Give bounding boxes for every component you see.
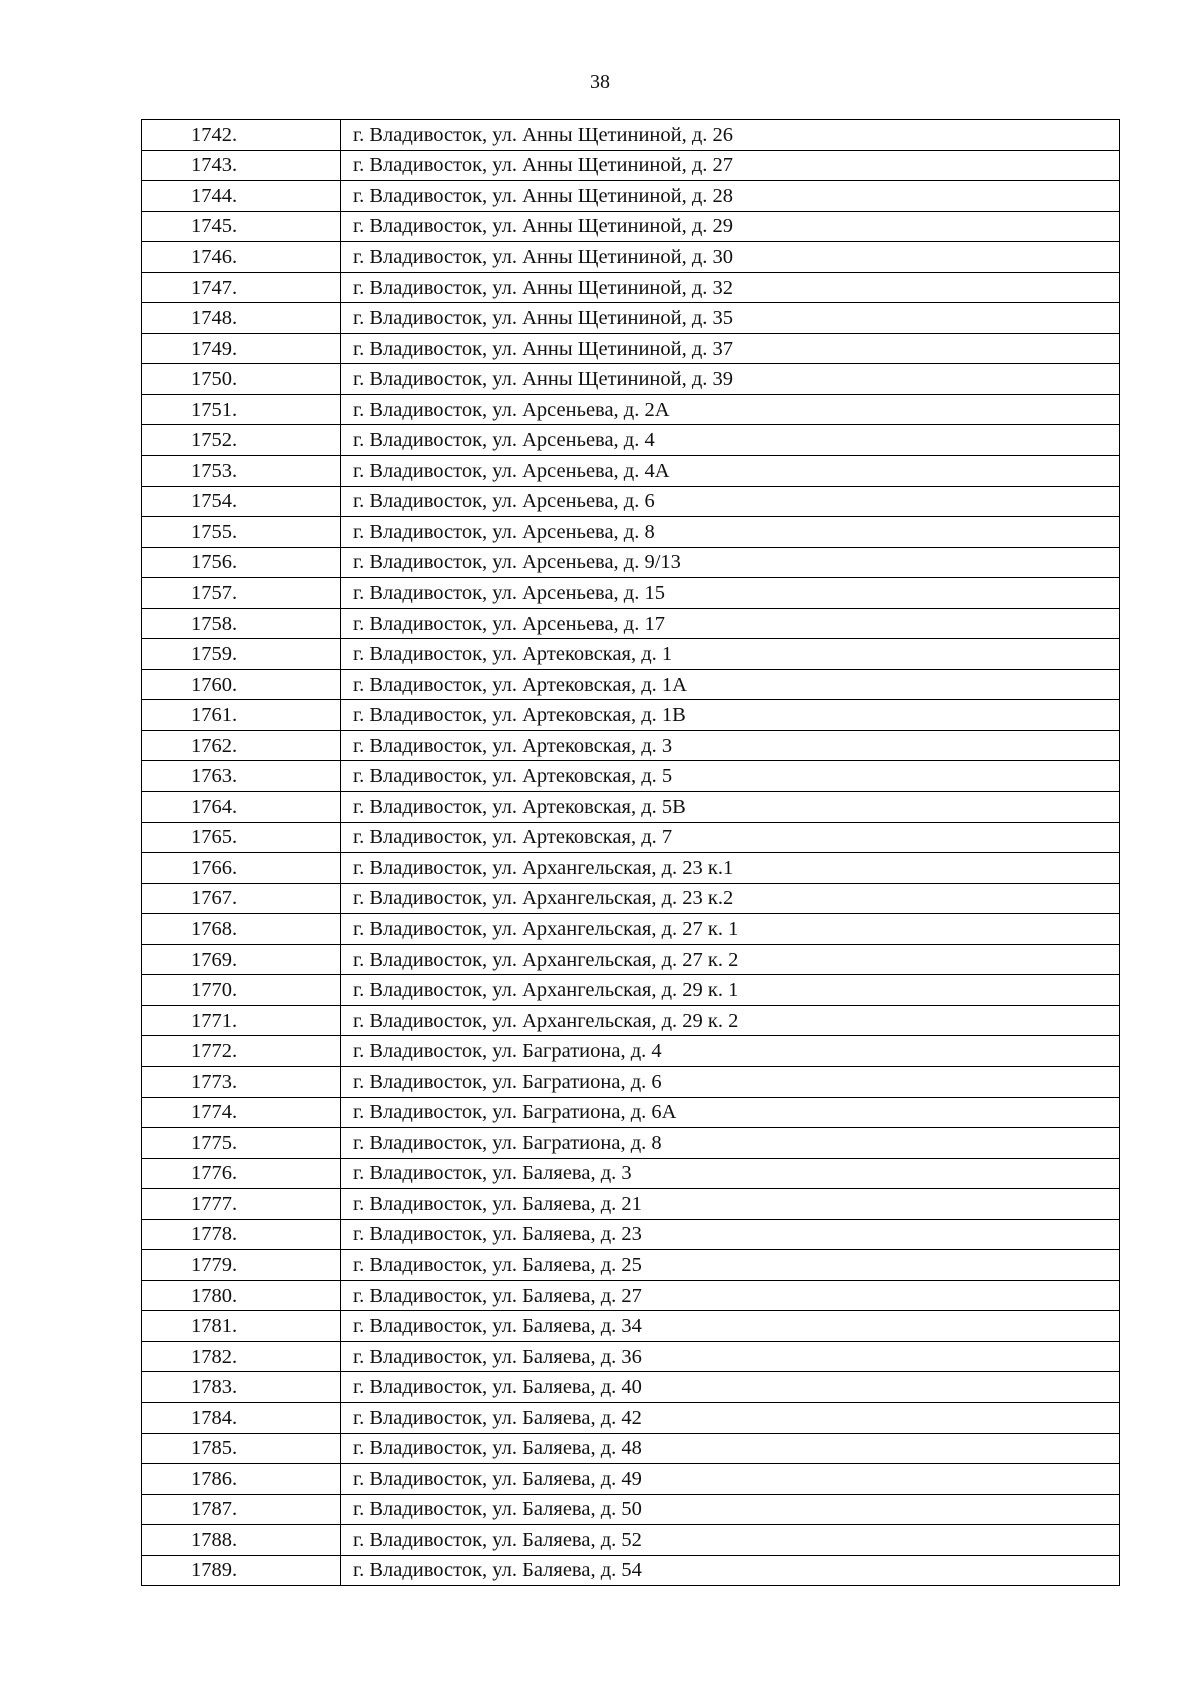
address-cell: г. Владивосток, ул. Баляева, д. 21 xyxy=(341,1189,1120,1220)
address-cell: г. Владивосток, ул. Анны Щетининой, д. 30 xyxy=(341,242,1120,273)
row-number-cell: 1766. xyxy=(142,853,341,884)
row-number-cell: 1773. xyxy=(142,1066,341,1097)
address-cell: г. Владивосток, ул. Баляева, д. 23 xyxy=(341,1219,1120,1250)
address-cell: г. Владивосток, ул. Артековская, д. 5В xyxy=(341,792,1120,823)
table-row xyxy=(142,792,1120,823)
address-cell: г. Владивосток, ул. Артековская, д. 7 xyxy=(341,822,1120,853)
table-row xyxy=(142,1066,1120,1097)
address-cell: г. Владивосток, ул. Арсеньева, д. 2А xyxy=(341,394,1120,425)
row-number-cell: 1764. xyxy=(142,792,341,823)
page-number: 38 xyxy=(590,71,610,93)
address-cell: г. Владивосток, ул. Анны Щетининой, д. 37 xyxy=(341,333,1120,364)
row-number-cell: 1778. xyxy=(142,1219,341,1250)
address-cell: г. Владивосток, ул. Анны Щетининой, д. 32 xyxy=(341,272,1120,303)
address-cell: г. Владивосток, ул. Арсеньева, д. 4 xyxy=(341,425,1120,456)
table-row xyxy=(142,1036,1120,1067)
address-cell: г. Владивосток, ул. Архангельская, д. 29 к. 2 xyxy=(341,1005,1120,1036)
table-row xyxy=(142,333,1120,364)
table-row xyxy=(142,1250,1120,1281)
address-cell: г. Владивосток, ул. Арсеньева, д. 6 xyxy=(341,486,1120,517)
row-number-cell: 1786. xyxy=(142,1464,341,1495)
address-cell: г. Владивосток, ул. Артековская, д. 3 xyxy=(341,730,1120,761)
address-cell: г. Владивосток, ул. Арсеньева, д. 9/13 xyxy=(341,547,1120,578)
row-number-cell: 1756. xyxy=(142,547,341,578)
address-cell: г. Владивосток, ул. Арсеньева, д. 4А xyxy=(341,456,1120,487)
address-cell: г. Владивосток, ул. Архангельская, д. 23 к.2 xyxy=(341,883,1120,914)
table-row xyxy=(142,822,1120,853)
table-row xyxy=(142,761,1120,792)
address-cell: г. Владивосток, ул. Анны Щетининой, д. 35 xyxy=(341,303,1120,334)
address-cell: г. Владивосток, ул. Архангельская, д. 27 к. 1 xyxy=(341,914,1120,945)
table-row xyxy=(142,1280,1120,1311)
row-number-cell: 1761. xyxy=(142,700,341,731)
row-number-cell: 1754. xyxy=(142,486,341,517)
row-number-cell: 1784. xyxy=(142,1402,341,1433)
row-number-cell: 1760. xyxy=(142,669,341,700)
address-cell: г. Владивосток, ул. Багратиона, д. 6А xyxy=(341,1097,1120,1128)
address-cell: г. Владивосток, ул. Арсеньева, д. 8 xyxy=(341,517,1120,548)
address-cell: г. Владивосток, ул. Баляева, д. 48 xyxy=(341,1433,1120,1464)
address-cell: г. Владивосток, ул. Багратиона, д. 4 xyxy=(341,1036,1120,1067)
table-row xyxy=(142,1005,1120,1036)
address-cell: г. Владивосток, ул. Баляева, д. 49 xyxy=(341,1464,1120,1495)
table-row xyxy=(142,914,1120,945)
table-row xyxy=(142,853,1120,884)
row-number-cell: 1775. xyxy=(142,1128,341,1159)
row-number-cell: 1787. xyxy=(142,1494,341,1525)
address-cell: г. Владивосток, ул. Артековская, д. 1В xyxy=(341,700,1120,731)
row-number-cell: 1767. xyxy=(142,883,341,914)
row-number-cell: 1780. xyxy=(142,1280,341,1311)
address-cell: г. Владивосток, ул. Арсеньева, д. 15 xyxy=(341,578,1120,609)
row-number-cell: 1768. xyxy=(142,914,341,945)
table-row xyxy=(142,1494,1120,1525)
address-cell: г. Владивосток, ул. Анны Щетининой, д. 39 xyxy=(341,364,1120,395)
table-row xyxy=(142,700,1120,731)
address-cell: г. Владивосток, ул. Архангельская, д. 23 к.1 xyxy=(341,853,1120,884)
row-number-cell: 1746. xyxy=(142,242,341,273)
address-cell: г. Владивосток, ул. Баляева, д. 25 xyxy=(341,1250,1120,1281)
row-number-cell: 1759. xyxy=(142,639,341,670)
table-row xyxy=(142,425,1120,456)
address-table xyxy=(141,119,1120,1586)
row-number-cell: 1783. xyxy=(142,1372,341,1403)
table-row xyxy=(142,272,1120,303)
table-row xyxy=(142,1402,1120,1433)
table-row xyxy=(142,120,1120,151)
table-row xyxy=(142,364,1120,395)
row-number-cell: 1749. xyxy=(142,333,341,364)
address-cell: г. Владивосток, ул. Баляева, д. 27 xyxy=(341,1280,1120,1311)
address-cell: г. Владивосток, ул. Баляева, д. 36 xyxy=(341,1341,1120,1372)
table-row xyxy=(142,1372,1120,1403)
table-row xyxy=(142,547,1120,578)
table-row xyxy=(142,1158,1120,1189)
table-row xyxy=(142,1311,1120,1342)
address-cell: г. Владивосток, ул. Анны Щетининой, д. 27 xyxy=(341,150,1120,181)
row-number-cell: 1755. xyxy=(142,517,341,548)
row-number-cell: 1751. xyxy=(142,394,341,425)
row-number-cell: 1747. xyxy=(142,272,341,303)
row-number-cell: 1772. xyxy=(142,1036,341,1067)
address-cell: г. Владивосток, ул. Артековская, д. 1 xyxy=(341,639,1120,670)
address-cell: г. Владивосток, ул. Баляева, д. 3 xyxy=(341,1158,1120,1189)
address-cell: г. Владивосток, ул. Багратиона, д. 6 xyxy=(341,1066,1120,1097)
row-number-cell: 1743. xyxy=(142,150,341,181)
row-number-cell: 1753. xyxy=(142,456,341,487)
table-row xyxy=(142,883,1120,914)
row-number-cell: 1742. xyxy=(142,120,341,151)
address-cell: г. Владивосток, ул. Арсеньева, д. 17 xyxy=(341,608,1120,639)
table-row xyxy=(142,150,1120,181)
address-cell: г. Владивосток, ул. Баляева, д. 40 xyxy=(341,1372,1120,1403)
row-number-cell: 1769. xyxy=(142,944,341,975)
address-cell: г. Владивосток, ул. Баляева, д. 52 xyxy=(341,1525,1120,1556)
row-number-cell: 1752. xyxy=(142,425,341,456)
table-row xyxy=(142,486,1120,517)
table-row xyxy=(142,456,1120,487)
row-number-cell: 1781. xyxy=(142,1311,341,1342)
address-cell: г. Владивосток, ул. Багратиона, д. 8 xyxy=(341,1128,1120,1159)
table-row xyxy=(142,242,1120,273)
table-row xyxy=(142,211,1120,242)
table-row xyxy=(142,1525,1120,1556)
table-row xyxy=(142,303,1120,334)
table-row xyxy=(142,1341,1120,1372)
row-number-cell: 1758. xyxy=(142,608,341,639)
address-cell: г. Владивосток, ул. Архангельская, д. 29 к. 1 xyxy=(341,975,1120,1006)
row-number-cell: 1776. xyxy=(142,1158,341,1189)
row-number-cell: 1763. xyxy=(142,761,341,792)
table-row xyxy=(142,1464,1120,1495)
row-number-cell: 1777. xyxy=(142,1189,341,1220)
table-row xyxy=(142,517,1120,548)
address-cell: г. Владивосток, ул. Анны Щетининой, д. 26 xyxy=(341,120,1120,151)
row-number-cell: 1744. xyxy=(142,181,341,212)
table-row xyxy=(142,578,1120,609)
table-row xyxy=(142,181,1120,212)
table-row xyxy=(142,669,1120,700)
address-cell: г. Владивосток, ул. Баляева, д. 54 xyxy=(341,1555,1120,1586)
address-cell: г. Владивосток, ул. Анны Щетининой, д. 28 xyxy=(341,181,1120,212)
address-cell: г. Владивосток, ул. Архангельская, д. 27 к. 2 xyxy=(341,944,1120,975)
row-number-cell: 1771. xyxy=(142,1005,341,1036)
table-row xyxy=(142,1433,1120,1464)
row-number-cell: 1770. xyxy=(142,975,341,1006)
table-row xyxy=(142,1097,1120,1128)
table-row xyxy=(142,975,1120,1006)
row-number-cell: 1789. xyxy=(142,1555,341,1586)
row-number-cell: 1785. xyxy=(142,1433,341,1464)
table-row xyxy=(142,1128,1120,1159)
address-cell: г. Владивосток, ул. Анны Щетининой, д. 29 xyxy=(341,211,1120,242)
address-cell: г. Владивосток, ул. Баляева, д. 42 xyxy=(341,1402,1120,1433)
address-table-body xyxy=(142,120,1120,1586)
table-row xyxy=(142,944,1120,975)
address-cell: г. Владивосток, ул. Артековская, д. 1А xyxy=(341,669,1120,700)
row-number-cell: 1748. xyxy=(142,303,341,334)
table-row xyxy=(142,394,1120,425)
row-number-cell: 1779. xyxy=(142,1250,341,1281)
table-row xyxy=(142,1189,1120,1220)
table-row xyxy=(142,639,1120,670)
table-row xyxy=(142,730,1120,761)
row-number-cell: 1762. xyxy=(142,730,341,761)
row-number-cell: 1757. xyxy=(142,578,341,609)
table-row xyxy=(142,1219,1120,1250)
table-row xyxy=(142,608,1120,639)
table-row xyxy=(142,1555,1120,1586)
row-number-cell: 1782. xyxy=(142,1341,341,1372)
address-cell: г. Владивосток, ул. Артековская, д. 5 xyxy=(341,761,1120,792)
address-cell: г. Владивосток, ул. Баляева, д. 34 xyxy=(341,1311,1120,1342)
row-number-cell: 1745. xyxy=(142,211,341,242)
row-number-cell: 1774. xyxy=(142,1097,341,1128)
row-number-cell: 1788. xyxy=(142,1525,341,1556)
row-number-cell: 1750. xyxy=(142,364,341,395)
address-cell: г. Владивосток, ул. Баляева, д. 50 xyxy=(341,1494,1120,1525)
row-number-cell: 1765. xyxy=(142,822,341,853)
